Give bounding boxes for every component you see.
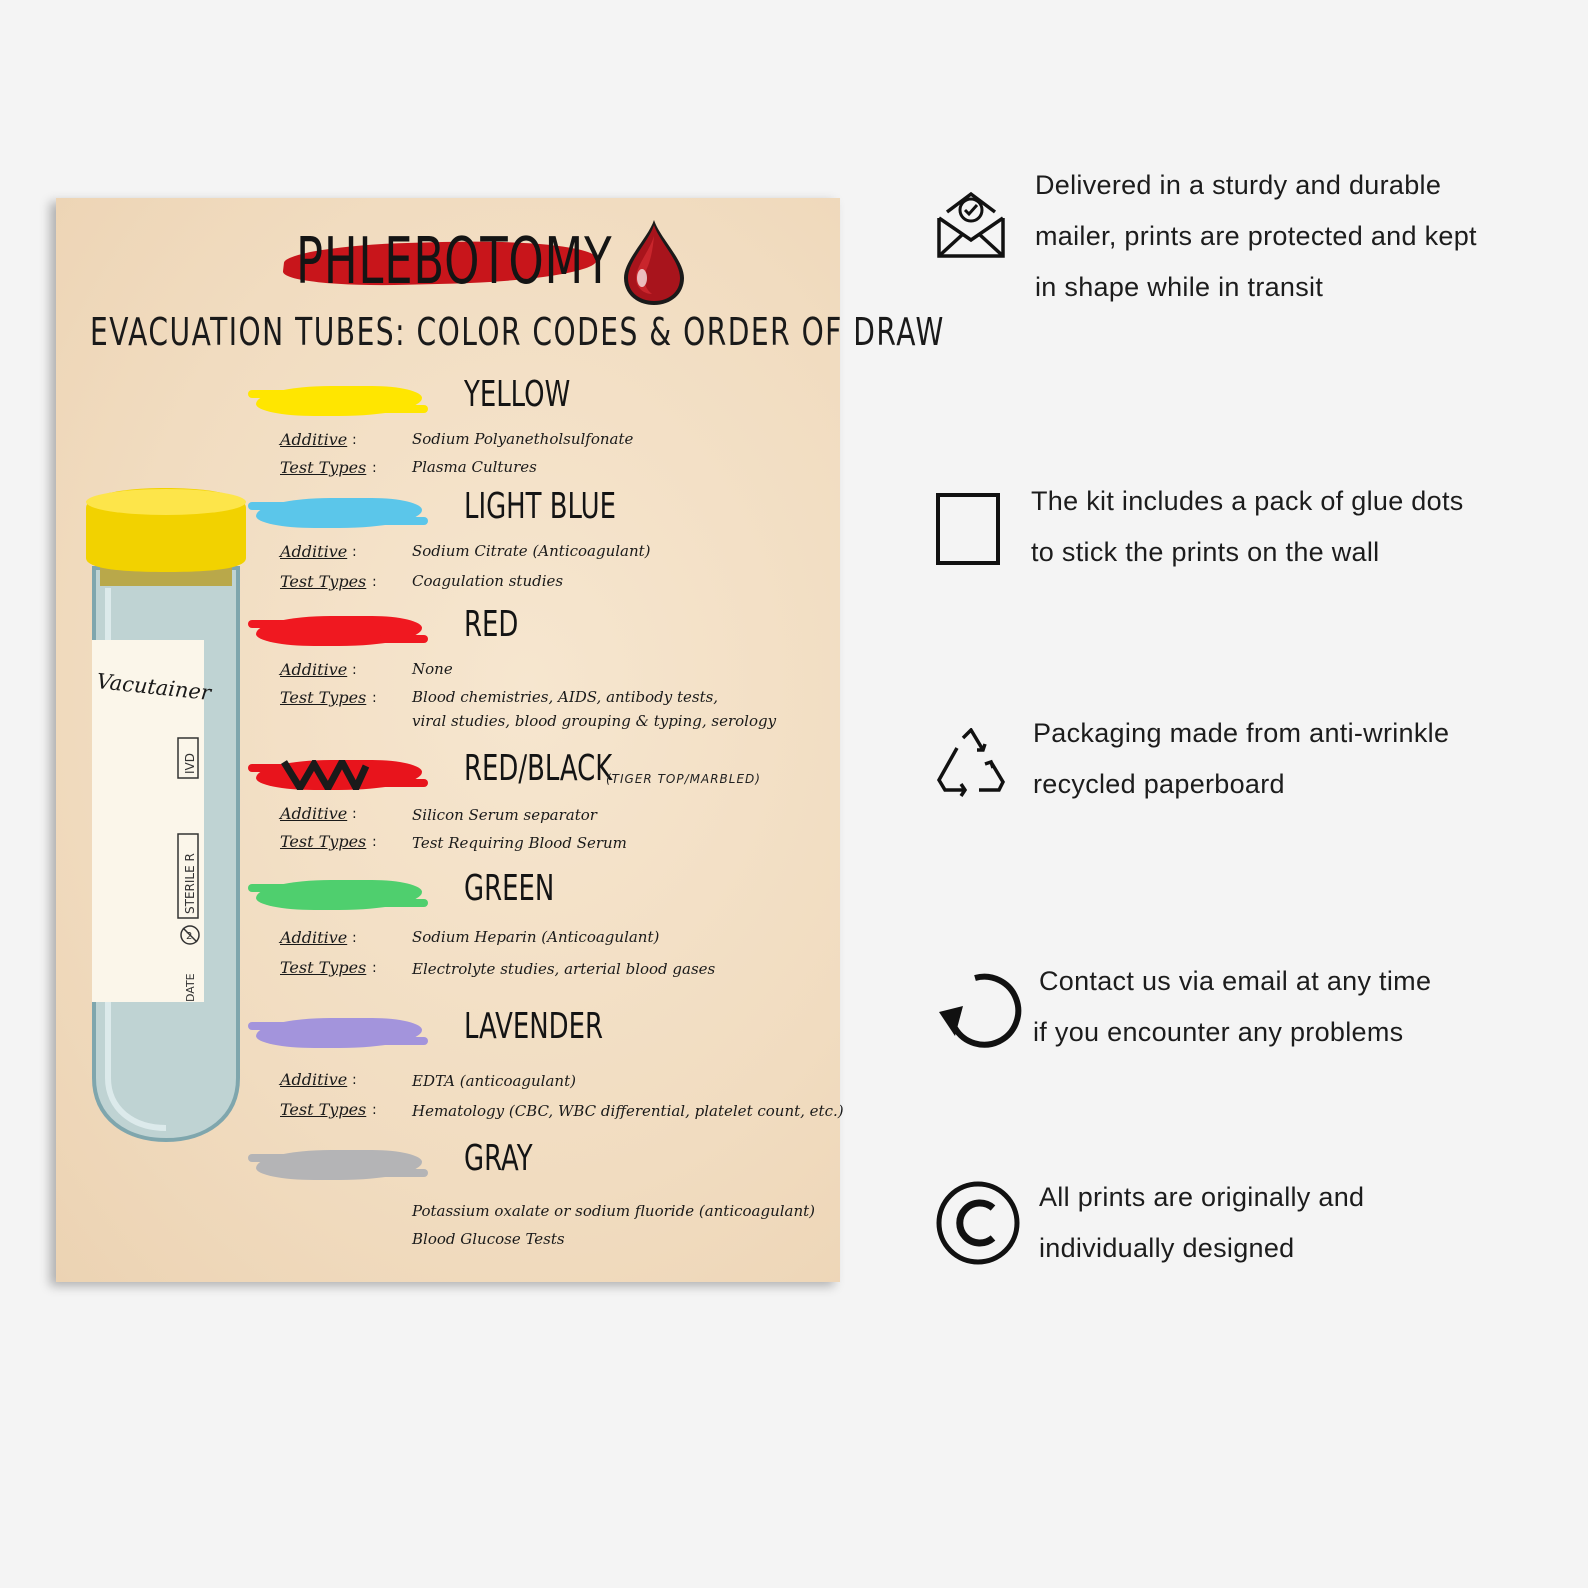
tube-brand-label: Vacutainer: [95, 669, 213, 705]
additive-value: Silicon Serum separator: [412, 806, 597, 824]
feature-text: Contact us via email at any time if you encounter any problems: [1033, 966, 1432, 1047]
additive-value: Sodium Heparin (Anticoagulant): [412, 928, 660, 946]
tube-name: YELLOW: [464, 374, 571, 415]
tube-name: GREEN: [464, 868, 555, 909]
refresh-icon: [935, 970, 1025, 1054]
additive-label: Additive: [280, 1070, 348, 1089]
blood-drop-icon: [618, 216, 690, 308]
test-types-value: Test Requiring Blood Serum: [412, 834, 627, 852]
color-swatch: [256, 760, 422, 790]
additive-label: Additive: [280, 928, 348, 947]
additive-value: None: [412, 660, 453, 678]
test-types-value: Coagulation studies: [412, 572, 564, 590]
tube-name: LIGHT BLUE: [464, 486, 617, 527]
tiger-pattern: [256, 760, 422, 790]
feature-text: Packaging made from anti-wrinkle recycled paperboard: [1033, 718, 1450, 799]
feature-recycle: [935, 716, 1555, 826]
test-types-value: Blood chemistries, AIDS, antibody tests,: [412, 688, 719, 706]
color-swatch: [256, 880, 422, 910]
additive-value: Potassium oxalate or sodium fluoride (anticoagulant): [412, 1202, 816, 1220]
test-types-value: Electrolyte studies, arterial blood gases: [412, 960, 716, 978]
additive-value: Sodium Polyanetholsulfonate: [412, 430, 634, 448]
test-types-value: Plasma Cultures: [412, 458, 537, 476]
feature-envelope: [935, 168, 1555, 308]
color-swatch: [256, 616, 422, 646]
additive-label: Additive: [280, 542, 348, 561]
test-types-label: Test Types: [280, 458, 367, 477]
feature-text: Delivered in a sturdy and durable mailer, prints are protected and kept in shape while in transit: [1035, 170, 1477, 302]
test-types-label: Test Types: [280, 688, 367, 707]
additive-label: Additive: [280, 430, 348, 449]
test-types-label: Test Types: [280, 572, 367, 591]
tube-name: LAVENDER: [464, 1006, 603, 1047]
color-swatch: [256, 1150, 422, 1180]
poster-subtitle: EVACUATION TUBES: COLOR CODES & ORDER OF DRAW: [90, 310, 945, 354]
additive-value: EDTA (anticoagulant): [412, 1072, 576, 1090]
envelope-check-icon: [935, 188, 1007, 260]
poster-title-block: [284, 216, 684, 302]
test-types-label: Test Types: [280, 958, 367, 977]
date-label: DATE: [184, 973, 197, 1002]
square-icon: [935, 492, 1003, 566]
color-swatch: [256, 386, 422, 416]
test-types-label: Test Types: [280, 1100, 367, 1119]
tube-name: GRAY: [464, 1138, 533, 1179]
poster-title: PHLEBOTOMY: [296, 225, 613, 299]
feature-glue-dots: [935, 484, 1555, 594]
test-types-value: Hematology (CBC, WBC differential, platelet count, etc.): [412, 1102, 844, 1120]
additive-label: Additive: [280, 660, 348, 679]
recycle-icon: [935, 728, 1007, 798]
test-types-value: Blood Glucose Tests: [412, 1230, 565, 1248]
feature-copyright: [935, 1180, 1555, 1290]
color-swatch: [256, 1018, 422, 1048]
tube-note: (TIGER TOP/MARBLED): [606, 772, 761, 786]
test-types-value: viral studies, blood grouping & typing, serology: [412, 712, 777, 730]
ivd-label: IVD: [183, 753, 197, 774]
phlebotomy-poster: PHLEBOTOMY EVACUATION TUBES: COLOR CODES & ORDER OF DRAW Vacutainer IVD STERILE R 2 DATE YELLOW Additive : Sodium Polyanetholsulfonate Test Types : Plasma Cultures LIGHT BLUE Additive : Sodium Citrate (Anticoagulant) Test Types : Coagulation studies RED Additive : None Test Types : Blood chemistries, AIDS, antibody tests, viral studies, blood grouping & typing, serology RED/BLACK (TIGER TOP/MARBLED) Additive : Silicon Serum separator Test Types : Test Requiring Blood Serum GREEN Additive : Sodium Heparin (Anticoagulant) Test Types : Electrolyte studies, arterial blood gases LAVENDER Additive : EDTA (anticoagulant) Test Types : Hematology (CBC, WBC differential, platelet count, etc.) GRAY Potassium oxalate or sodium fluoride (anticoagulant) Blood Glucose Tests: [56, 198, 840, 1282]
additive-value: Sodium Citrate (Anticoagulant): [412, 542, 651, 560]
copyright-icon: [935, 1180, 1021, 1266]
svg-text:2: 2: [186, 931, 193, 942]
color-swatch: [256, 498, 422, 528]
feature-contact: [935, 964, 1555, 1074]
test-tube-illustration: [86, 488, 246, 1148]
feature-text: The kit includes a pack of glue dots to stick the prints on the wall: [1031, 486, 1464, 567]
test-types-label: Test Types: [280, 832, 367, 851]
additive-label: Additive: [280, 804, 348, 823]
sterile-label: STERILE R: [183, 853, 197, 914]
feature-text: All prints are originally and individually designed: [1039, 1182, 1365, 1263]
tube-name: RED: [464, 604, 519, 645]
tube-name: RED/BLACK: [464, 748, 613, 789]
